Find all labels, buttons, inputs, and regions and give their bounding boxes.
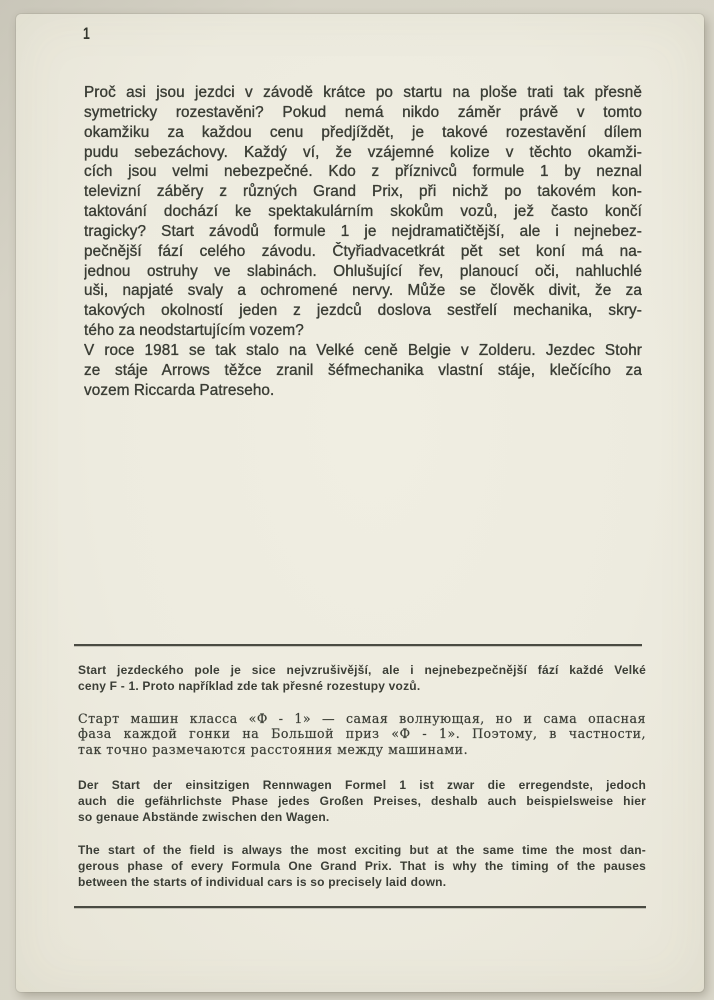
- text-line: ceny F - 1. Proto například zde tak přesné rozestupy vozů.: [78, 678, 421, 693]
- text-line: jednou ostruhy ve slabinách. Ohlušující řev, planoucí oči, nahluchlé: [84, 262, 642, 280]
- caption-german: [78, 778, 646, 825]
- text-line: taktování dochází ke spektakulárním skokům vozů, jež často končí: [84, 203, 642, 221]
- body-text: [84, 83, 642, 401]
- text-line: vozem Riccarda Patreseho.: [84, 381, 275, 399]
- text-line: okamžiku za každou cenu předjíždět, je takové rozestavění dílem: [84, 123, 642, 141]
- text-line: takových okolností jeden z jezdců doslova sestřelí mechanika, skry-: [84, 302, 642, 320]
- caption-czech: [78, 663, 646, 695]
- caption-english: [78, 843, 646, 890]
- text-line: pečnější fází celého závodu. Čtyřiadvacetkrát pět set koní má na-: [84, 242, 642, 260]
- text-line: uši, napjaté svaly a ochromené nervy. Může se člověk divit, že za: [84, 282, 642, 300]
- text-line: так точно размечаются расстояния между машинами.: [78, 741, 469, 757]
- caption-russian: [78, 711, 646, 757]
- book-page: [16, 14, 704, 992]
- text-line: between the starts of individual cars is so precisely laid down.: [78, 874, 447, 889]
- text-line: Start jezdeckého pole je sice nejvzrušivější, ale i nejnebezpečnější fází každé Velké: [78, 663, 646, 677]
- body-paragraph-1: [84, 83, 642, 341]
- divider-rule-bottom: [74, 906, 646, 908]
- text-line: tého za neodstartujícím vozem?: [84, 322, 304, 340]
- text-line: so genaue Abstände zwischen den Wagen.: [78, 809, 330, 824]
- body-paragraph-2: [84, 341, 642, 401]
- text-line: Der Start der einsitzigen Rennwagen Formel 1 ist zwar die erregendste, jedoch: [78, 778, 646, 792]
- text-line: symetricky rozestavěni? Pokud nemá nikdo záměr právě v tomto: [84, 103, 642, 121]
- text-line: televizní záběry z různých Grand Prix, při nichž po takovém kon-: [84, 183, 642, 201]
- text-line: фаза каждой гонки на Большой приз «Ф - 1». Поэтому, в частности,: [78, 726, 646, 742]
- text-line: gerous phase of every Formula One Grand Prix. That is why the timing of the pauses: [78, 858, 646, 873]
- text-line: ze stáje Arrows těžce zranil šéfmechanika vlastní stáje, klečícího za: [84, 361, 642, 379]
- text-line: Старт машин класса «Ф - 1» — самая волнующая, но и сама опасная: [78, 711, 646, 726]
- text-line: tragicky? Start závodů formule 1 je nejdramatičtější, ale i nejnebez-: [84, 222, 642, 240]
- divider-rule-top: [74, 644, 642, 646]
- text-line: auch die gefährlichste Phase jedes Großen Preises, deshalb auch beispielsweise hier: [78, 793, 646, 808]
- chapter-number: 1: [83, 24, 90, 43]
- text-line: The start of the field is always the most exciting but at the same time the most dan-: [78, 843, 646, 857]
- text-line: Proč asi jsou jezdci v závodě krátce po startu na ploše trati tak přesně: [84, 84, 642, 101]
- text-line: V roce 1981 se tak stalo na Velké ceně Belgie v Zolderu. Jezdec Stohr: [84, 341, 642, 359]
- text-line: cích jsou velmi nebezpečné. Kdo z příznivců formule 1 by neznal: [84, 163, 642, 181]
- text-line: pudu sebezáchovy. Každý ví, že vzájemné kolize v těchto okamži-: [84, 143, 642, 161]
